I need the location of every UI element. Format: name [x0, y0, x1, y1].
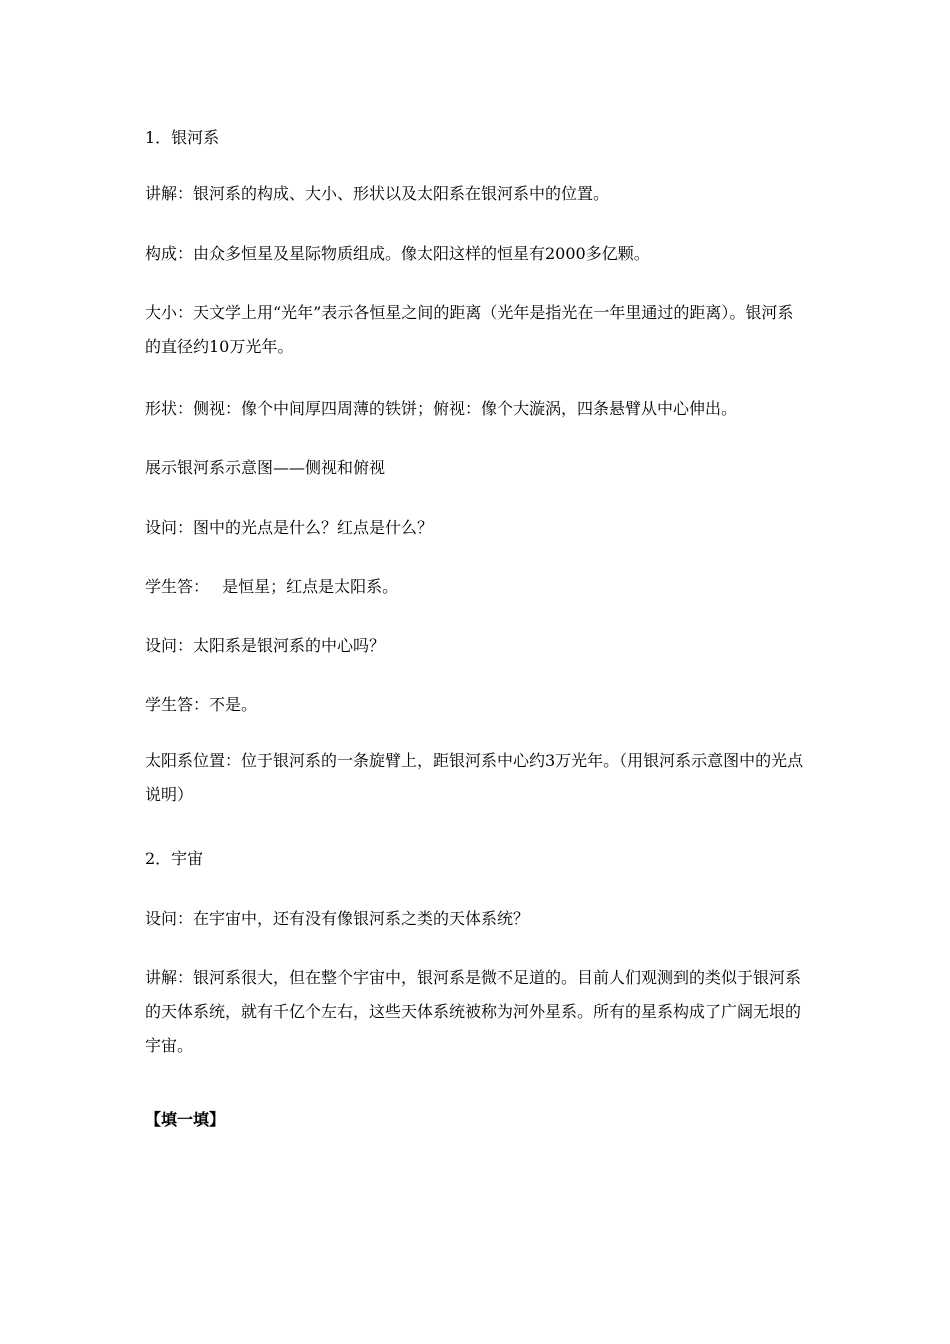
paragraph-question-1: 设问：图中的光点是什么？红点是什么？ — [145, 518, 434, 537]
paragraph-composition: 构成：由众多恒星及星际物质组成。像太阳这样的恒星有2000多亿颗。 — [145, 244, 650, 263]
fill-in-heading: 【填一填】 — [145, 1110, 226, 1129]
paragraph-answer-1: 学生答： 是恒星；红点是太阳系。 — [145, 577, 399, 596]
paragraph-explain-galaxy: 讲解：银河系的构成、大小、形状以及太阳系在银河系中的位置。 — [145, 184, 610, 203]
paragraph-answer-2: 学生答：不是。 — [145, 695, 258, 714]
section-title-universe: 2．宇宙 — [145, 849, 204, 868]
paragraph-show-diagram: 展示银河系示意图——侧视和俯视 — [145, 458, 386, 477]
paragraph-size: 大小：天文学上用“光年”表示各恒星之间的距离（光年是指光在一年里通过的距离）。银河系的直径约10万光年。 — [145, 303, 794, 356]
paragraph-question-2: 设问：太阳系是银河系的中心吗？ — [145, 636, 386, 655]
paragraph-shape: 形状：侧视：像个中间厚四周薄的铁饼；俯视：像个大漩涡，四条悬臂从中心伸出。 — [145, 399, 738, 418]
section-title-galaxy: 1．银河系 — [145, 128, 220, 147]
paragraph-position: 太阳系位置：位于银河系的一条旋臂上，距银河系中心约3万光年。（用银河系示意图中的光点说明） — [145, 751, 804, 804]
paragraph-explain-universe: 讲解：银河系很大，但在整个宇宙中，银河系是微不足道的。目前人们观测到的类似于银河系的天体系统，就有千亿个左右，这些天体系统被称为河外星系。所有的星系构成了广阔无垠的宇宙。 — [145, 968, 802, 1055]
paragraph-question-3: 设问：在宇宙中，还有没有像银河系之类的天体系统？ — [145, 909, 530, 928]
